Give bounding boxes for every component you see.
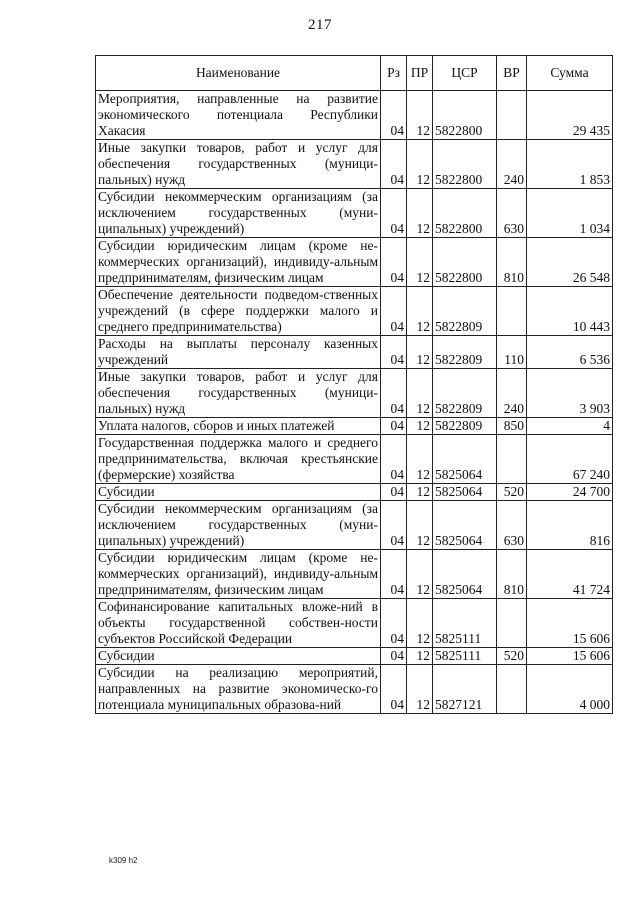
cell-rz: 04 xyxy=(381,484,407,501)
cell-sum: 6 536 xyxy=(527,336,613,369)
cell-sum: 816 xyxy=(527,501,613,550)
header-pr: ПР xyxy=(407,56,433,91)
cell-name: Субсидии юридическим лицам (кроме не-коммерческих организаций), индивиду-альным предпринимателям, физическим лицам xyxy=(96,550,381,599)
cell-sum: 4 000 xyxy=(527,665,613,714)
table-row xyxy=(96,238,613,287)
cell-name: Субсидии некоммерческим организациям (за исключением государственных (муни-ципальных) учреждений) xyxy=(96,501,381,550)
cell-sum: 4 xyxy=(527,418,613,435)
cell-name: Уплата налогов, сборов и иных платежей xyxy=(96,418,381,435)
budget-table xyxy=(95,55,613,714)
cell-vr: 850 xyxy=(497,418,527,435)
table-row xyxy=(96,369,613,418)
table-row xyxy=(96,91,613,140)
cell-csr: 5825064 xyxy=(433,501,497,550)
cell-pr: 12 xyxy=(407,238,433,287)
cell-csr: 5825111 xyxy=(433,648,497,665)
cell-csr: 5825111 xyxy=(433,599,497,648)
cell-sum: 15 606 xyxy=(527,599,613,648)
cell-vr: 520 xyxy=(497,484,527,501)
header-vr: ВР xyxy=(497,56,527,91)
cell-name: Субсидии юридическим лицам (кроме не-коммерческих организаций), индивиду-альным предпринимателям, физическим лицам xyxy=(96,238,381,287)
cell-csr: 5822800 xyxy=(433,140,497,189)
cell-vr xyxy=(497,287,527,336)
cell-csr: 5822809 xyxy=(433,418,497,435)
cell-name: Расходы на выплаты персоналу казенных учреждений xyxy=(96,336,381,369)
cell-pr: 12 xyxy=(407,550,433,599)
table-row xyxy=(96,435,613,484)
cell-csr: 5825064 xyxy=(433,435,497,484)
cell-pr: 12 xyxy=(407,336,433,369)
cell-pr: 12 xyxy=(407,665,433,714)
cell-pr: 12 xyxy=(407,501,433,550)
cell-pr: 12 xyxy=(407,648,433,665)
page-number: 217 xyxy=(308,17,332,33)
cell-rz: 04 xyxy=(381,599,407,648)
table-row xyxy=(96,140,613,189)
table-row xyxy=(96,484,613,501)
cell-rz: 04 xyxy=(381,418,407,435)
cell-name: Мероприятия, направленные на развитие экономического потенциала Республики Хакасия xyxy=(96,91,381,140)
table-row xyxy=(96,550,613,599)
cell-pr: 12 xyxy=(407,599,433,648)
table-row xyxy=(96,336,613,369)
header-csr: ЦСР xyxy=(433,56,497,91)
header-sum: Сумма xyxy=(527,56,613,91)
header-rz: Рз xyxy=(381,56,407,91)
header-name: Наименование xyxy=(96,56,381,91)
cell-csr: 5822809 xyxy=(433,369,497,418)
cell-name: Субсидии некоммерческим организациям (за исключением государственных (муни-ципальных) учреждений) xyxy=(96,189,381,238)
cell-vr: 810 xyxy=(497,550,527,599)
cell-csr: 5822800 xyxy=(433,91,497,140)
cell-csr: 5822809 xyxy=(433,287,497,336)
cell-vr: 240 xyxy=(497,369,527,418)
cell-vr xyxy=(497,435,527,484)
cell-csr: 5822809 xyxy=(433,336,497,369)
cell-sum: 24 700 xyxy=(527,484,613,501)
cell-pr: 12 xyxy=(407,91,433,140)
table-row xyxy=(96,418,613,435)
cell-sum: 26 548 xyxy=(527,238,613,287)
cell-vr: 630 xyxy=(497,501,527,550)
cell-sum: 1 034 xyxy=(527,189,613,238)
cell-vr: 810 xyxy=(497,238,527,287)
cell-csr: 5825064 xyxy=(433,550,497,599)
table-row xyxy=(96,287,613,336)
cell-rz: 04 xyxy=(381,648,407,665)
cell-pr: 12 xyxy=(407,435,433,484)
footer-code: k309 h2 xyxy=(109,856,138,865)
cell-vr xyxy=(497,665,527,714)
cell-vr: 110 xyxy=(497,336,527,369)
cell-name: Обеспечение деятельности подведом-ственных учреждений (в сфере поддержки малого и среднего предпринимательства) xyxy=(96,287,381,336)
cell-sum: 10 443 xyxy=(527,287,613,336)
cell-rz: 04 xyxy=(381,140,407,189)
cell-pr: 12 xyxy=(407,140,433,189)
cell-rz: 04 xyxy=(381,91,407,140)
table-row xyxy=(96,189,613,238)
cell-vr xyxy=(497,91,527,140)
cell-rz: 04 xyxy=(381,501,407,550)
cell-sum: 29 435 xyxy=(527,91,613,140)
cell-sum: 15 606 xyxy=(527,648,613,665)
cell-sum: 67 240 xyxy=(527,435,613,484)
table-row xyxy=(96,665,613,714)
cell-pr: 12 xyxy=(407,484,433,501)
cell-vr: 240 xyxy=(497,140,527,189)
cell-name: Субсидии на реализацию мероприятий, направленных на развитие экономическо-го потенциала муниципальных образова-ний xyxy=(96,665,381,714)
cell-csr: 5822800 xyxy=(433,238,497,287)
cell-rz: 04 xyxy=(381,550,407,599)
cell-vr: 520 xyxy=(497,648,527,665)
cell-rz: 04 xyxy=(381,336,407,369)
cell-csr: 5827121 xyxy=(433,665,497,714)
cell-pr: 12 xyxy=(407,287,433,336)
cell-name: Иные закупки товаров, работ и услуг для обеспечения государственных (муници-пальных) нужд xyxy=(96,369,381,418)
cell-rz: 04 xyxy=(381,189,407,238)
cell-name: Государственная поддержка малого и среднего предпринимательства, включая крестьянские (фермерские) хозяйства xyxy=(96,435,381,484)
cell-pr: 12 xyxy=(407,189,433,238)
cell-rz: 04 xyxy=(381,369,407,418)
table-header-row xyxy=(96,56,613,91)
cell-rz: 04 xyxy=(381,665,407,714)
cell-name: Иные закупки товаров, работ и услуг для обеспечения государственных (муници-пальных) нужд xyxy=(96,140,381,189)
table-row xyxy=(96,501,613,550)
cell-csr: 5822800 xyxy=(433,189,497,238)
cell-name: Софинансирование капитальных вложе-ний в объекты государственной собствен-ности субъектов Российской Федерации xyxy=(96,599,381,648)
cell-name: Субсидии xyxy=(96,484,381,501)
cell-vr: 630 xyxy=(497,189,527,238)
cell-vr xyxy=(497,599,527,648)
cell-sum: 1 853 xyxy=(527,140,613,189)
table-body xyxy=(96,91,613,714)
cell-sum: 41 724 xyxy=(527,550,613,599)
cell-rz: 04 xyxy=(381,435,407,484)
cell-rz: 04 xyxy=(381,238,407,287)
cell-pr: 12 xyxy=(407,418,433,435)
cell-rz: 04 xyxy=(381,287,407,336)
cell-csr: 5825064 xyxy=(433,484,497,501)
cell-name: Субсидии xyxy=(96,648,381,665)
cell-sum: 3 903 xyxy=(527,369,613,418)
cell-pr: 12 xyxy=(407,369,433,418)
table-row xyxy=(96,599,613,648)
table-row xyxy=(96,648,613,665)
